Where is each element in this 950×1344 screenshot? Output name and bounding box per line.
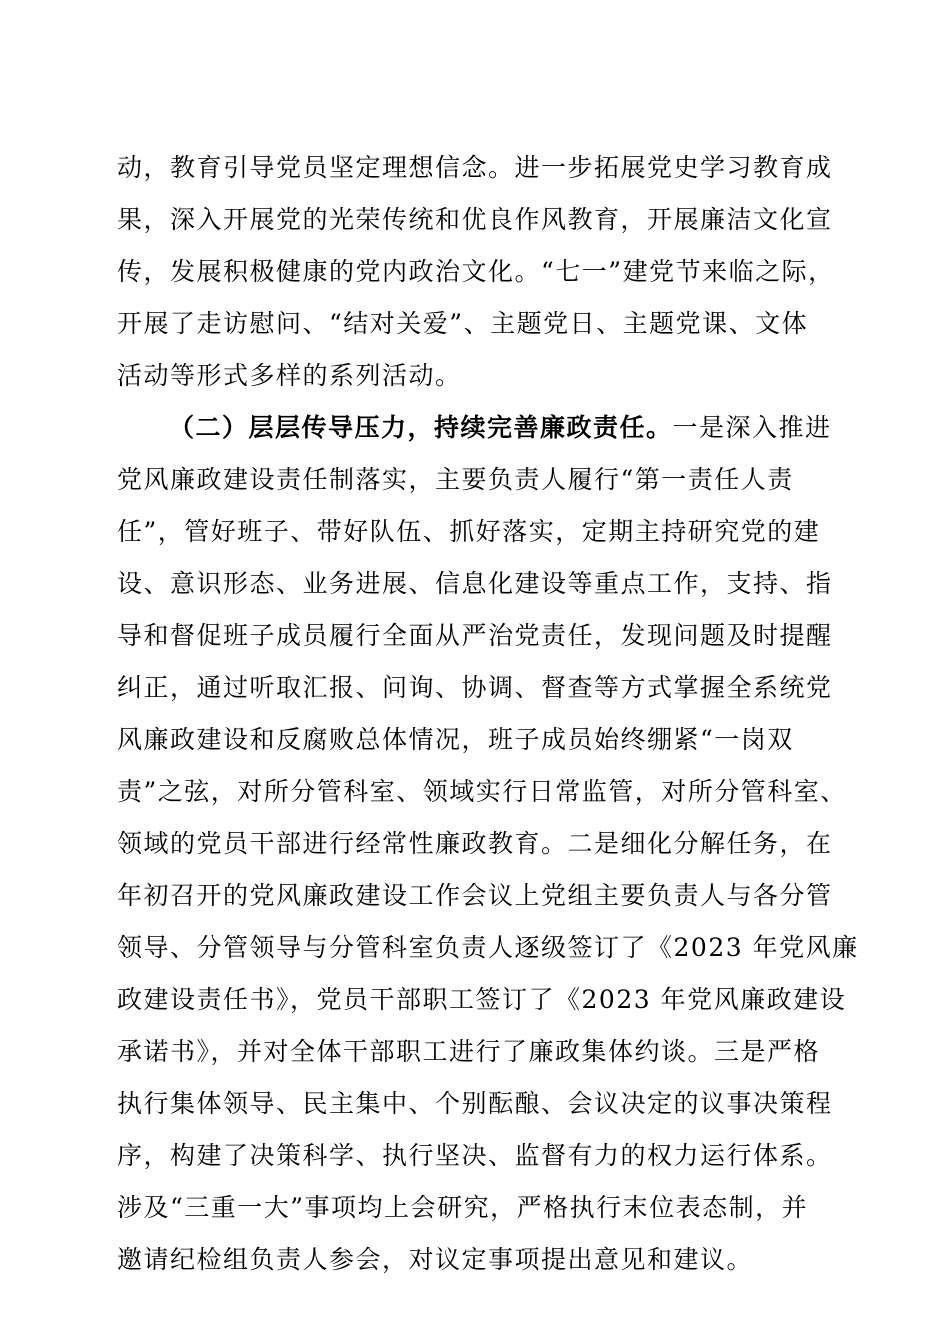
para2-line: 执行集体领导、民主集中、个别酝酿、会议决定的议事决策程 [117,1089,833,1118]
para1-line: 动，教育引导党员坚定理想信念。进一步拓展党史学习教育成 [117,153,833,182]
para2-line: 领域的党员干部进行经常性廉政教育。二是细化分解任务，在 [117,829,833,858]
para2-line: 设、意识形态、业务进展、信息化建设等重点工作，支持、指 [117,569,833,598]
para2-line: 导和督促班子成员履行全面从严治党责任，发现问题及时提醒 [117,621,833,650]
para2-line: 年初召开的党风廉政建设工作会议上党组主要负责人与各分管 [117,881,833,910]
para1-line: 果，深入开展党的光荣传统和优良作风教育，开展廉洁文化宣 [117,205,833,234]
para2-line: 领导、分管领导与分管科室负责人逐级签订了《2023 年党风廉 [117,933,859,962]
para2-line: 序，构建了决策科学、执行坚决、监督有力的权力运行体系。 [117,1141,833,1170]
para2-first-line-rest: 一是深入推进 [672,413,832,442]
para2-line: 风廉政建设和反腐败总体情况，班子成员始终绷紧“一岗双 [117,725,794,754]
body-text [117,142,859,1286]
para1-line: 开展了走访慰问、“结对关爱”、主题党日、主题党课、文体 [117,309,809,338]
para2-first-line [117,402,837,454]
para2-line: 责”之弦，对所分管科室、领域实行日常监管，对所分管科室、 [117,777,847,806]
para2-line: 邀请纪检组负责人参会，对议定事项提出意见和建议。 [117,1245,754,1274]
para2-line: 任”，管好班子、带好队伍、抓好落实，定期主持研究党的建 [117,517,821,546]
para2-line: 承诺书》，并对全体干部职工进行了廉政集体约谈。三是严格 [117,1037,821,1066]
para2-line: 政建设责任书》，党员干部职工签订了《2023 年党风廉政建设 [117,985,847,1014]
para2-line: 涉及“三重一大”事项均上会研究，严格执行末位表态制，并 [117,1193,809,1222]
section-heading: （二）层层传导压力，持续完善廉政责任。 [169,413,673,442]
para1-line: 活动等形式多样的系列活动。 [117,361,462,390]
para1-line: 传，发展积极健康的党内政治文化。“七一”建党节来临之际， [117,257,835,286]
para2-line: 纠正，通过听取汇报、问询、协调、督查等方式掌握全系统党 [117,673,833,702]
para2-line: 党风廉政建设责任制落实，主要负责人履行“第一责任人责 [117,465,794,494]
